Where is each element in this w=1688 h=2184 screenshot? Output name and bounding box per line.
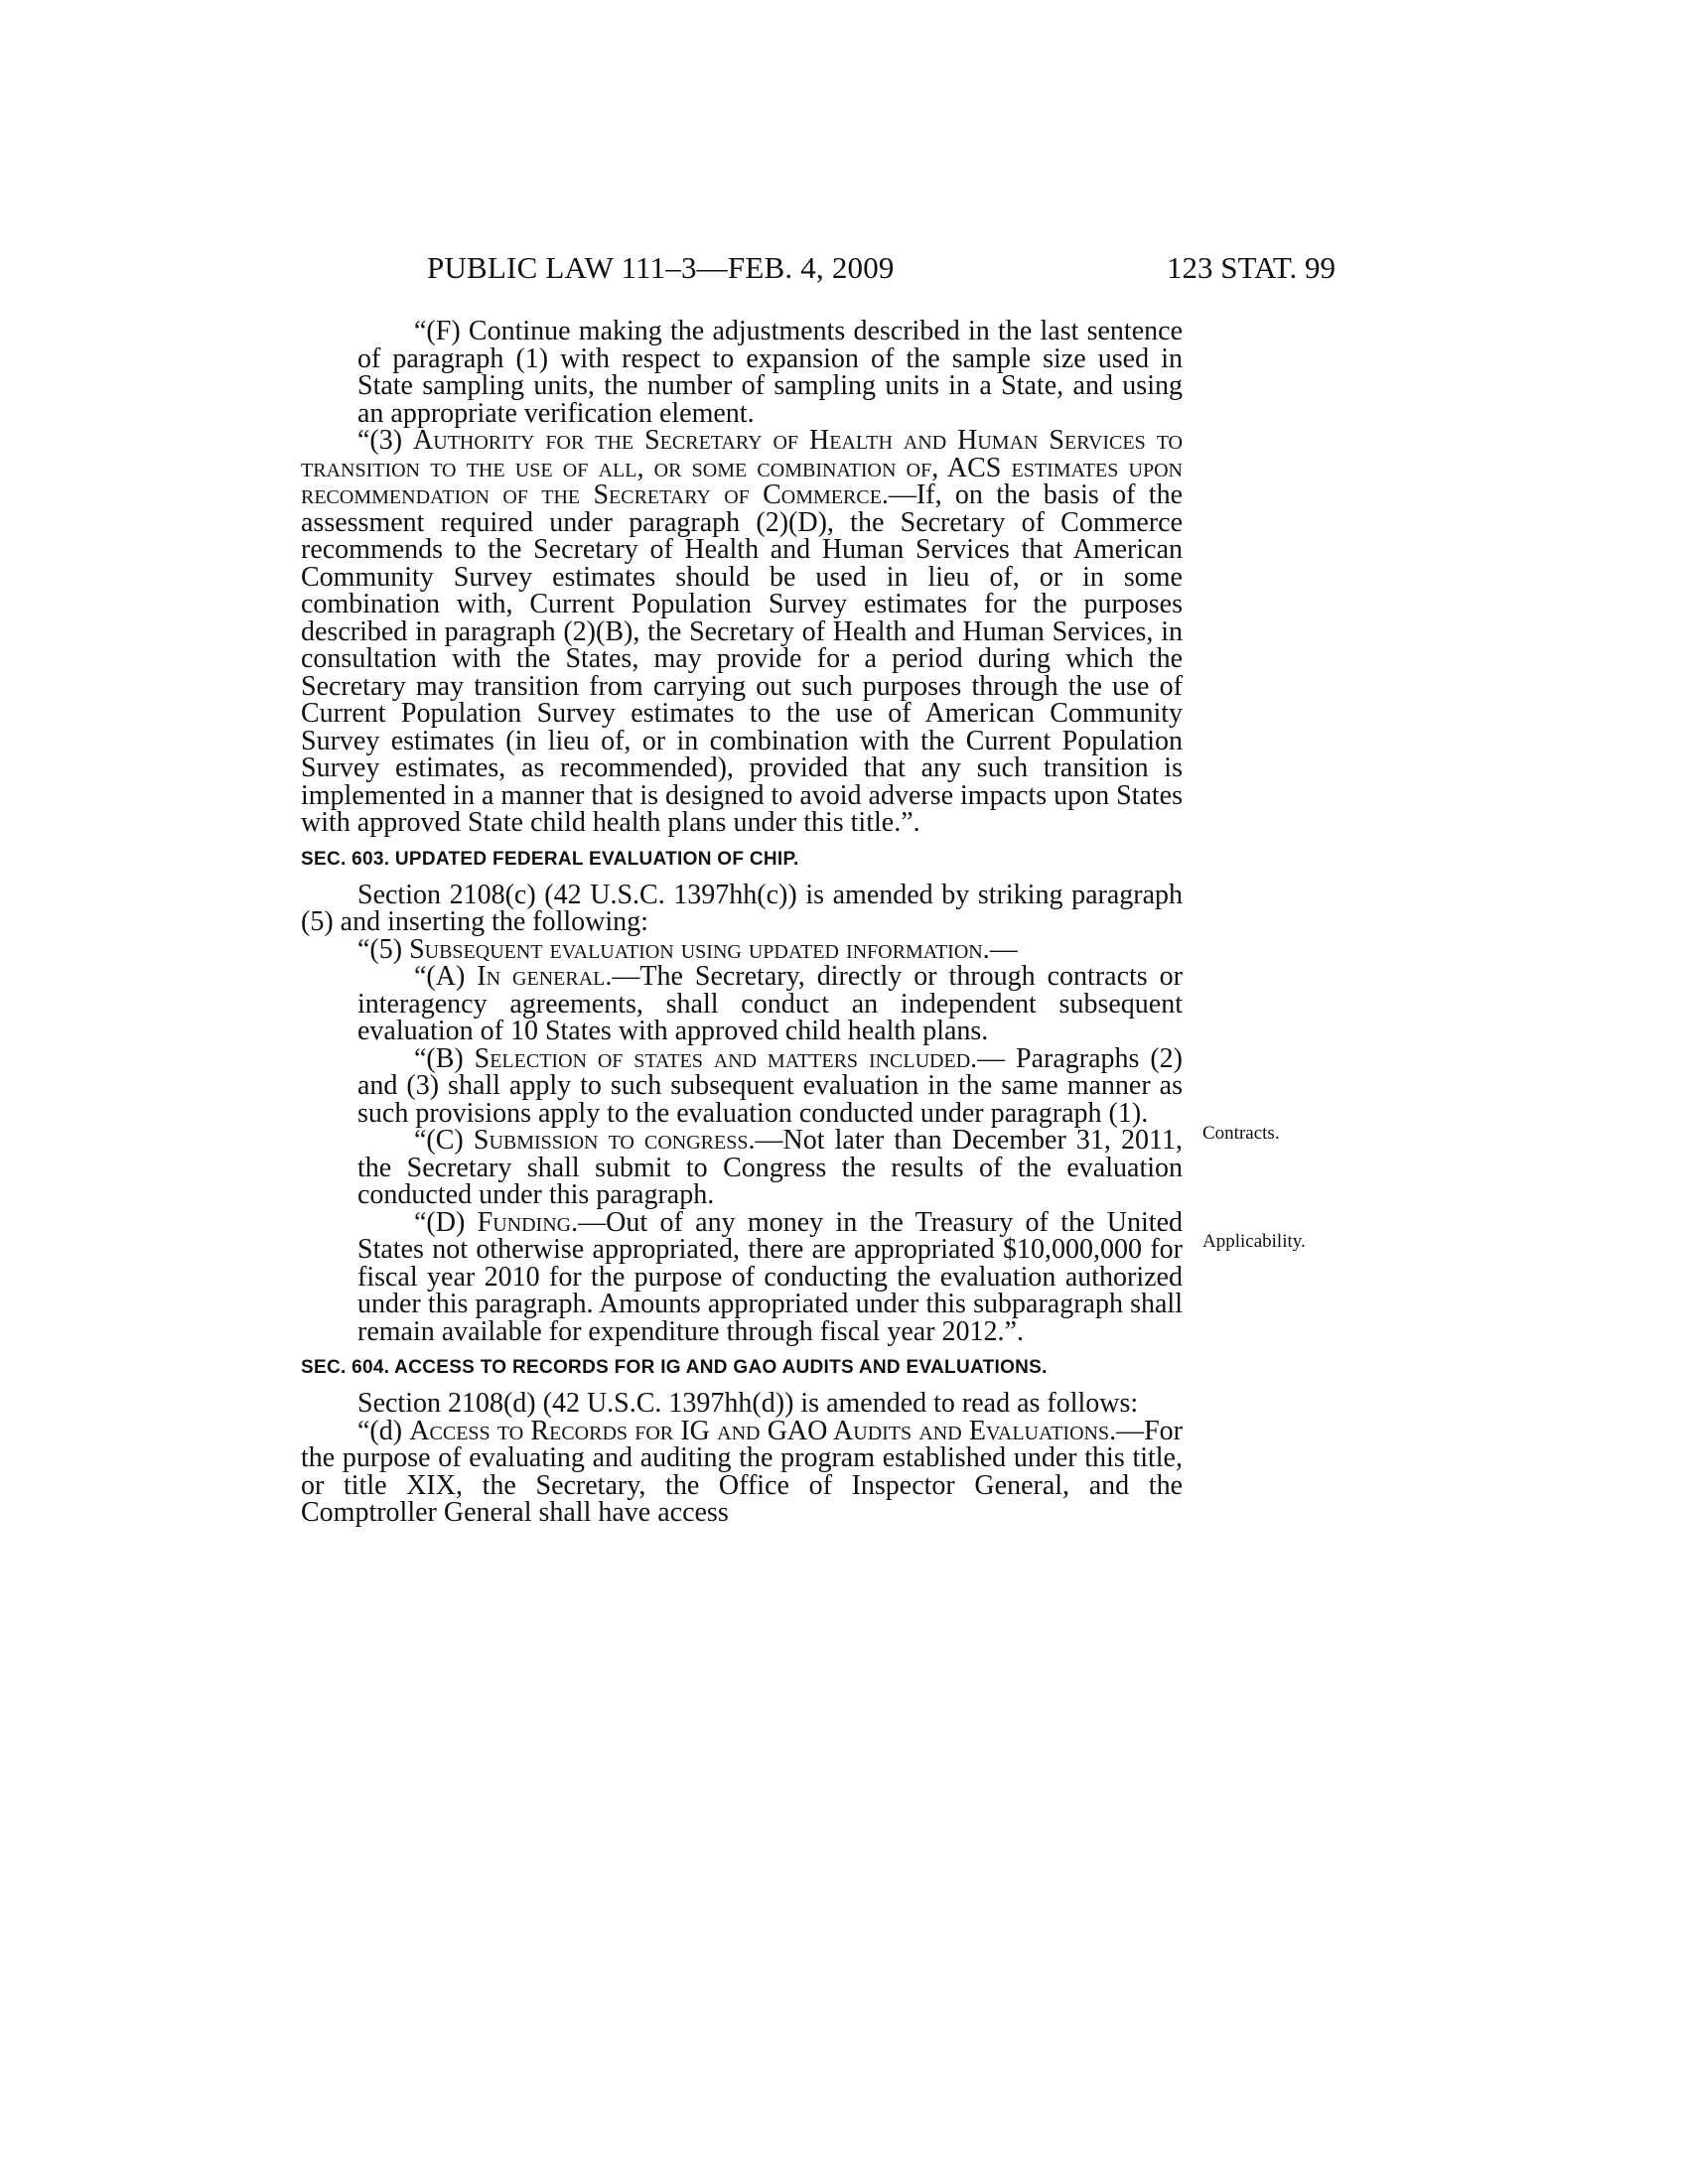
subparagraph-a-heading: In general. [477, 961, 613, 992]
subsection-d-heading: Access to Records for IG and GAO Audits and Evaluations. [409, 1415, 1117, 1446]
subsection-d [301, 1415, 1184, 1528]
subparagraph-f: “(F) Continue making the adjustments described in the last sentence of paragraph (1) with respect to expansion of the sample size used in State sampling units, the number of sampling units in a State, and using an appropriate verification element. [357, 316, 1183, 429]
subparagraph-c-heading: Submission to congress. [473, 1125, 756, 1156]
subparagraph-b [301, 1042, 1183, 1129]
paragraph-5 [357, 933, 1183, 965]
margin-note-applicability: Applicability. [1202, 1231, 1306, 1252]
subparagraph-d-text: —Out of any money in the Treasury of the United States not otherwise appropriated, there are appropriated $10,000,000 for fiscal year 2010 for the purpose of conducting the evaluation authorized under this paragraph. Amounts appropriated under this subparagraph shall remain available for expenditure through fiscal year 2012.”. [357, 1206, 1183, 1347]
paragraph-3-text: —If, on the basis of the assessment required under paragraph (2)(D), the Secretary of Commerce recommends to the Secretary of Health and Human Services that American Community Survey estimates should be used in lieu of, or in some combination with, Current Population Survey estimates for the purposes described in paragraph (2)(B), the Secretary of Health and Human Services, in consultation with the States, may provide for a period during which the Secretary may transition from carrying out such purposes through the use of Current Population Survey estimates to the use of American Community Survey estimates (in lieu of, or in combination with the Current Population Survey estimates, as recommended), provided that any such transition is implemented in a manner that is designed to avoid adverse impacts upon States with approved State child health plans under this title.”. [301, 479, 1184, 838]
subparagraph-d-heading: Funding. [477, 1206, 579, 1238]
subparagraph-a-lead: “(A) [414, 961, 478, 992]
subparagraph-c-text: —Not later than December 31, 2011, the Secretary shall submit to Congress the results of the evaluation conducted under this paragraph. [357, 1125, 1183, 1210]
subsection-d-text: —For the purpose of evaluating and auditing the program established under this title, or title XIX, the Secretary, the Office of Inspector General, and the Comptroller General shall have access [301, 1415, 1184, 1528]
paragraph-3-heading: Authority for the Secretary of Health and Human Services to transition to the use of all, or some combination of, ACS estimates upon recommendation of the Secretary of Commerce. [301, 425, 1183, 510]
subparagraph-b-lead: “(B) [414, 1042, 475, 1074]
subparagraph-d-lead: “(D) [414, 1206, 478, 1238]
paragraph-5-heading: Subsequent evaluation using updated information. [409, 933, 990, 965]
section-604-heading: SEC. 604. ACCESS TO RECORDS FOR IG AND GAO AUDITS AND EVALUATIONS. [301, 1357, 1048, 1378]
running-header-stat-page: 123 STAT. 99 [1167, 250, 1336, 285]
section-603-heading: SEC. 603. UPDATED FEDERAL EVALUATION OF CHIP. [301, 848, 799, 870]
subparagraph-c [301, 1127, 1183, 1209]
paragraph-5-dash: — [989, 933, 1018, 965]
paragraph-3 [301, 427, 1183, 837]
subsection-d-lead: “(d) [357, 1415, 410, 1446]
subparagraph-b-heading: Selection of states and matters included. [474, 1042, 978, 1074]
section-603-intro: Section 2108(c) (42 U.S.C. 1397hh(c)) is amended by striking paragraph (5) and inserting the following: [301, 879, 1183, 937]
subparagraph-d [301, 1206, 1183, 1347]
subparagraph-c-lead: “(C) [414, 1125, 474, 1156]
subparagraph-a [301, 963, 1183, 1045]
paragraph-3-lead: “(3) [357, 425, 414, 456]
paragraph-5-lead: “(5) [357, 933, 410, 965]
section-604-intro: Section 2108(d) (42 U.S.C. 1397hh(d)) is amended to read as follows: [357, 1388, 1139, 1419]
subparagraph-b-text: — Paragraphs (2) and (3) shall apply to such subsequent evaluation in the same manner as such provisions apply to the evaluation conducted under paragraph (1). [357, 1042, 1183, 1129]
subparagraph-a-text: —The Secretary, directly or through contracts or interagency agreements, shall conduct an independent subsequent evaluation of 10 States with approved child health plans. [357, 961, 1183, 1046]
margin-note-contracts: Contracts. [1202, 1123, 1280, 1144]
running-header-title: PUBLIC LAW 111–3—FEB. 4, 2009 [427, 250, 895, 285]
document-body [301, 318, 1183, 1527]
